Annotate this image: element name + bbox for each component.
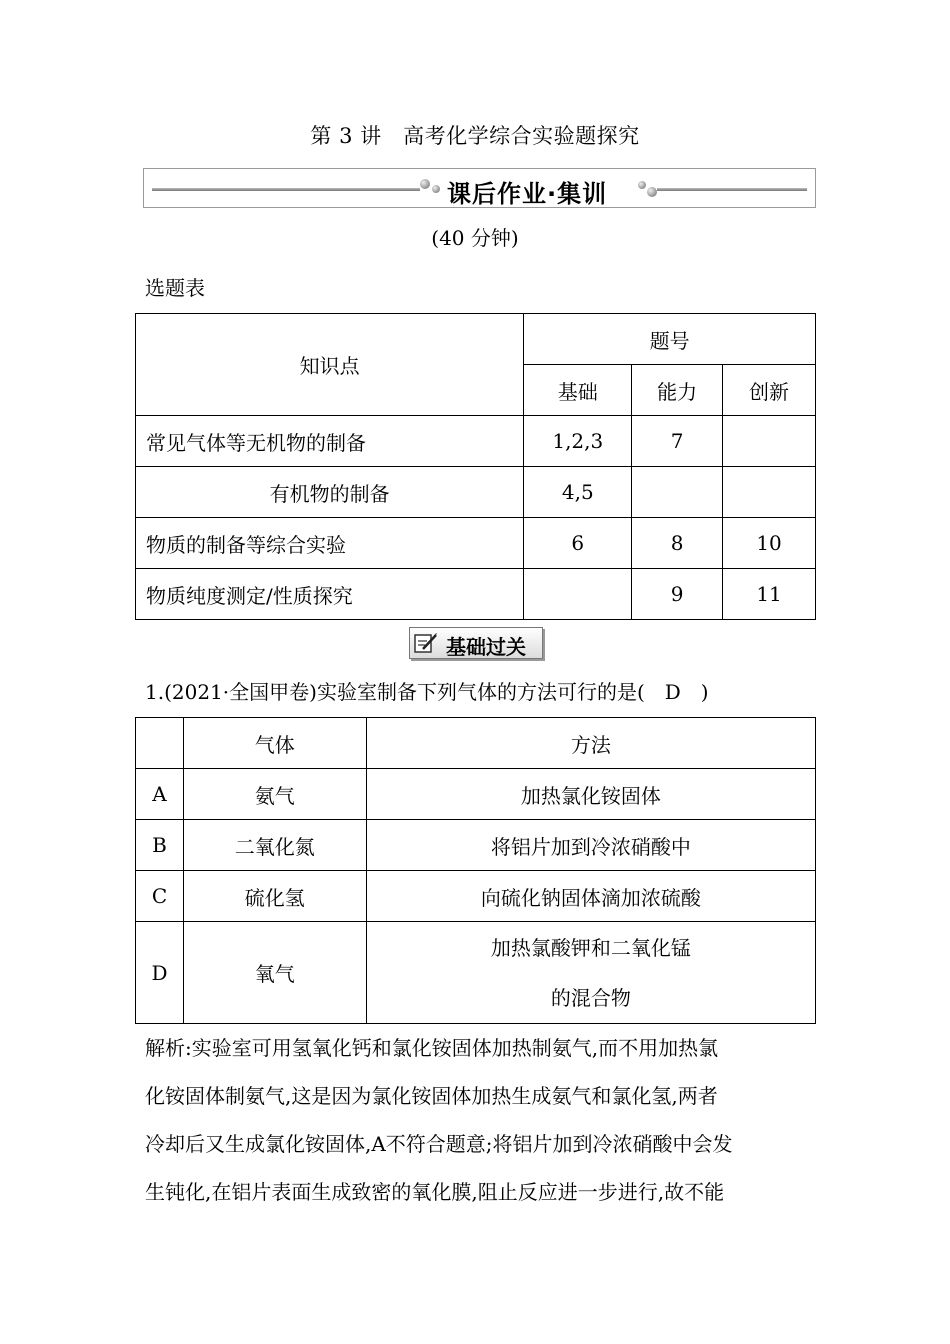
table-row bbox=[136, 871, 816, 922]
ability-cell: 9 bbox=[632, 569, 723, 620]
explanation-line: 化铵固体制氨气,这是因为氯化铵固体加热生成氨气和氯化氢,两者 bbox=[145, 1084, 718, 1108]
innovation-cell bbox=[723, 467, 816, 518]
section-title: 基础过关 bbox=[446, 635, 526, 659]
method-cell: 加热氯化铵固体 bbox=[366, 769, 815, 820]
banner-dot-icon bbox=[638, 181, 646, 189]
section-badge bbox=[409, 627, 543, 659]
table-row bbox=[136, 769, 816, 820]
gas-cell: 氧气 bbox=[183, 922, 366, 1024]
option-letter: D bbox=[136, 922, 184, 1024]
innovation-cell: 11 bbox=[723, 569, 816, 620]
table-row bbox=[136, 922, 816, 1024]
topic-cell: 物质纯度测定/性质探究 bbox=[136, 569, 524, 620]
explanation-line: 冷却后又生成氯化铵固体,A不符合题意;将铝片加到冷浓硝酸中会发 bbox=[145, 1132, 733, 1156]
topic-cell: 有机物的制备 bbox=[136, 467, 524, 518]
method-line: 加热氯酸钾和二氧化锰 bbox=[490, 935, 691, 960]
explanation-line: 解析:实验室可用氢氧化钙和氯化铵固体加热制氨气,而不用加热氯 bbox=[145, 1036, 719, 1060]
header-knowledge-point: 知识点 bbox=[136, 314, 524, 416]
method-cell: 将铝片加到冷浓硝酸中 bbox=[366, 820, 815, 871]
basic-cell bbox=[524, 569, 632, 620]
topic-cell: 常见气体等无机物的制备 bbox=[136, 416, 524, 467]
header-gas: 气体 bbox=[183, 718, 366, 769]
banner-dot-icon bbox=[432, 185, 440, 193]
banner-dot-icon bbox=[647, 187, 657, 197]
option-letter: A bbox=[136, 769, 184, 820]
topic-cell: 物质的制备等综合实验 bbox=[136, 518, 524, 569]
table-row bbox=[136, 820, 816, 871]
innovation-cell: 10 bbox=[723, 518, 816, 569]
innovation-cell bbox=[723, 416, 816, 467]
table-row bbox=[136, 518, 816, 569]
page-title: 第 3 讲 高考化学综合实验题探究 bbox=[310, 124, 640, 148]
explanation bbox=[145, 1024, 815, 1216]
gas-cell: 硫化氢 bbox=[183, 871, 366, 922]
method-cell bbox=[366, 922, 815, 1024]
pencil-note-icon bbox=[414, 632, 438, 654]
option-letter: B bbox=[136, 820, 184, 871]
ability-cell: 8 bbox=[632, 518, 723, 569]
banner-label: 课后作业·集训 bbox=[447, 180, 608, 208]
question-stem: 1.(2021·全国甲卷)实验室制备下列气体的方法可行的是( D ) bbox=[145, 680, 709, 704]
table-caption: 选题表 bbox=[145, 276, 205, 300]
header-question-number: 题号 bbox=[524, 314, 816, 365]
table-row bbox=[136, 467, 816, 518]
selection-table bbox=[135, 313, 816, 620]
table-row bbox=[136, 416, 816, 467]
duration-note: (40 分钟) bbox=[431, 226, 519, 250]
banner-rule-right bbox=[657, 188, 807, 191]
options-table bbox=[135, 717, 816, 1024]
option-letter: C bbox=[136, 871, 184, 922]
header-method: 方法 bbox=[366, 718, 815, 769]
header-ability: 能力 bbox=[632, 365, 723, 416]
basic-cell: 6 bbox=[524, 518, 632, 569]
explanation-line: 生钝化,在铝片表面生成致密的氧化膜,阻止反应进一步进行,故不能 bbox=[145, 1180, 725, 1204]
gas-cell: 二氧化氮 bbox=[183, 820, 366, 871]
method-cell: 向硫化钠固体滴加浓硫酸 bbox=[366, 871, 815, 922]
gas-cell: 氨气 bbox=[183, 769, 366, 820]
ability-cell bbox=[632, 467, 723, 518]
method-line: 的混合物 bbox=[550, 985, 631, 1010]
header-letter bbox=[136, 718, 184, 769]
banner-dot-icon bbox=[420, 179, 430, 189]
header-innovation: 创新 bbox=[723, 365, 816, 416]
table-row bbox=[136, 569, 816, 620]
ability-cell: 7 bbox=[632, 416, 723, 467]
banner-rule-left bbox=[152, 188, 420, 191]
basic-cell: 1,2,3 bbox=[524, 416, 632, 467]
header-basic: 基础 bbox=[524, 365, 632, 416]
section-banner bbox=[143, 168, 816, 208]
basic-cell: 4,5 bbox=[524, 467, 632, 518]
